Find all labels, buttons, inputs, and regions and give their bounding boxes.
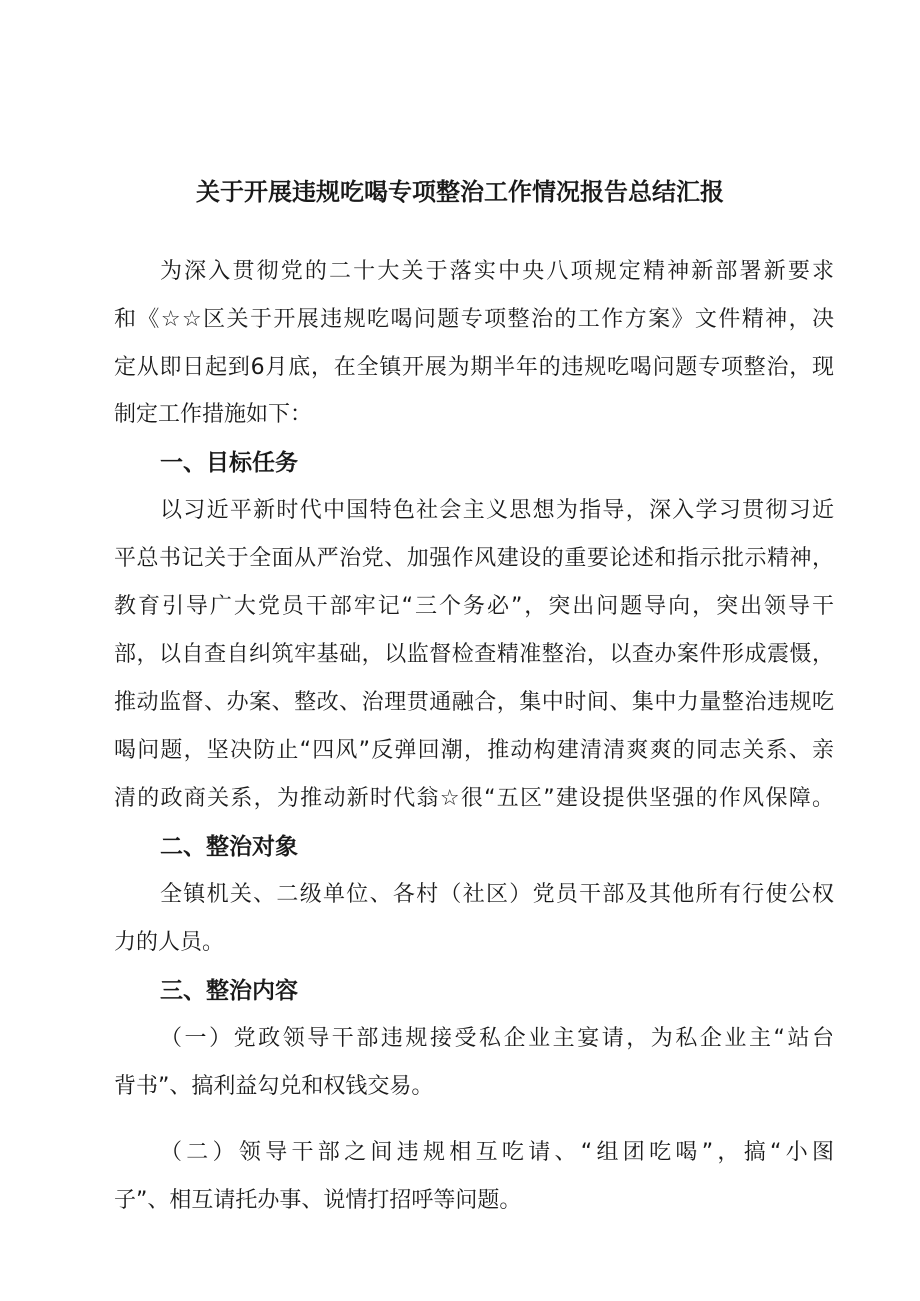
section-1-line-2: 平总书记关于全面从严治党、加强作风建设的重要论述和指示批示精神， bbox=[114, 546, 834, 571]
intro-line-1: 为深入贯彻党的二十大关于落实中央八项规定精神新部署新要求 bbox=[160, 259, 834, 284]
section-2-line-2: 力的人员。 bbox=[114, 930, 225, 955]
intro-line-3: 定从即日起到6月底，在全镇开展为期半年的违规吃喝问题专项整治，现 bbox=[114, 355, 834, 380]
section-2-line-1: 全镇机关、二级单位、各村（社区）党员干部及其他所有行使公权 bbox=[160, 882, 834, 907]
section-3-item-2-line-2: 子”、相互请托办事、说情打招呼等问题。 bbox=[114, 1188, 522, 1213]
section-1-line-3: 教育引导广大党员干部牢记“三个务必”，突出问题导向，突出领导干 bbox=[114, 594, 834, 619]
section-3-item-2-line-1: （二）领导干部之间违规相互吃请、“组团吃喝”，搞“小图 bbox=[160, 1140, 834, 1165]
section-1-line-6: 喝问题，坚决防止“四风”反弹回潮，推动构建清清爽爽的同志关系、亲 bbox=[114, 738, 834, 763]
section-1-line-4: 部，以自查自纠筑牢基础，以监督检查精准整治，以查办案件形成震慑， bbox=[114, 642, 834, 667]
section-1-line-1: 以习近平新时代中国特色社会主义思想为指导，深入学习贯彻习近 bbox=[160, 498, 834, 523]
intro-line-2: 和《☆☆区关于开展违规吃喝问题专项整治的工作方案》文件精神，决 bbox=[114, 307, 834, 332]
intro-line-4: 制定工作措施如下： bbox=[114, 402, 313, 427]
section-3-heading: 三、整治内容 bbox=[160, 978, 298, 1004]
section-3-item-1-line-1: （一）党政领导干部违规接受私企业主宴请，为私企业主“站台 bbox=[160, 1026, 834, 1051]
section-1-heading: 一、目标任务 bbox=[160, 450, 298, 476]
section-3-item-1-line-2: 背书”、搞利益勾兑和权钱交易。 bbox=[114, 1074, 434, 1099]
document-title: 关于开展违规吃喝专项整治工作情况报告总结汇报 bbox=[196, 178, 724, 206]
section-1-line-5: 推动监督、办案、整改、治理贯通融合，集中时间、集中力量整治违规吃 bbox=[114, 690, 834, 715]
section-2-heading: 二、整治对象 bbox=[160, 834, 298, 860]
section-1-line-7: 清的政商关系，为推动新时代翁☆很“五区”建设提供坚强的作风保障。 bbox=[114, 786, 834, 811]
